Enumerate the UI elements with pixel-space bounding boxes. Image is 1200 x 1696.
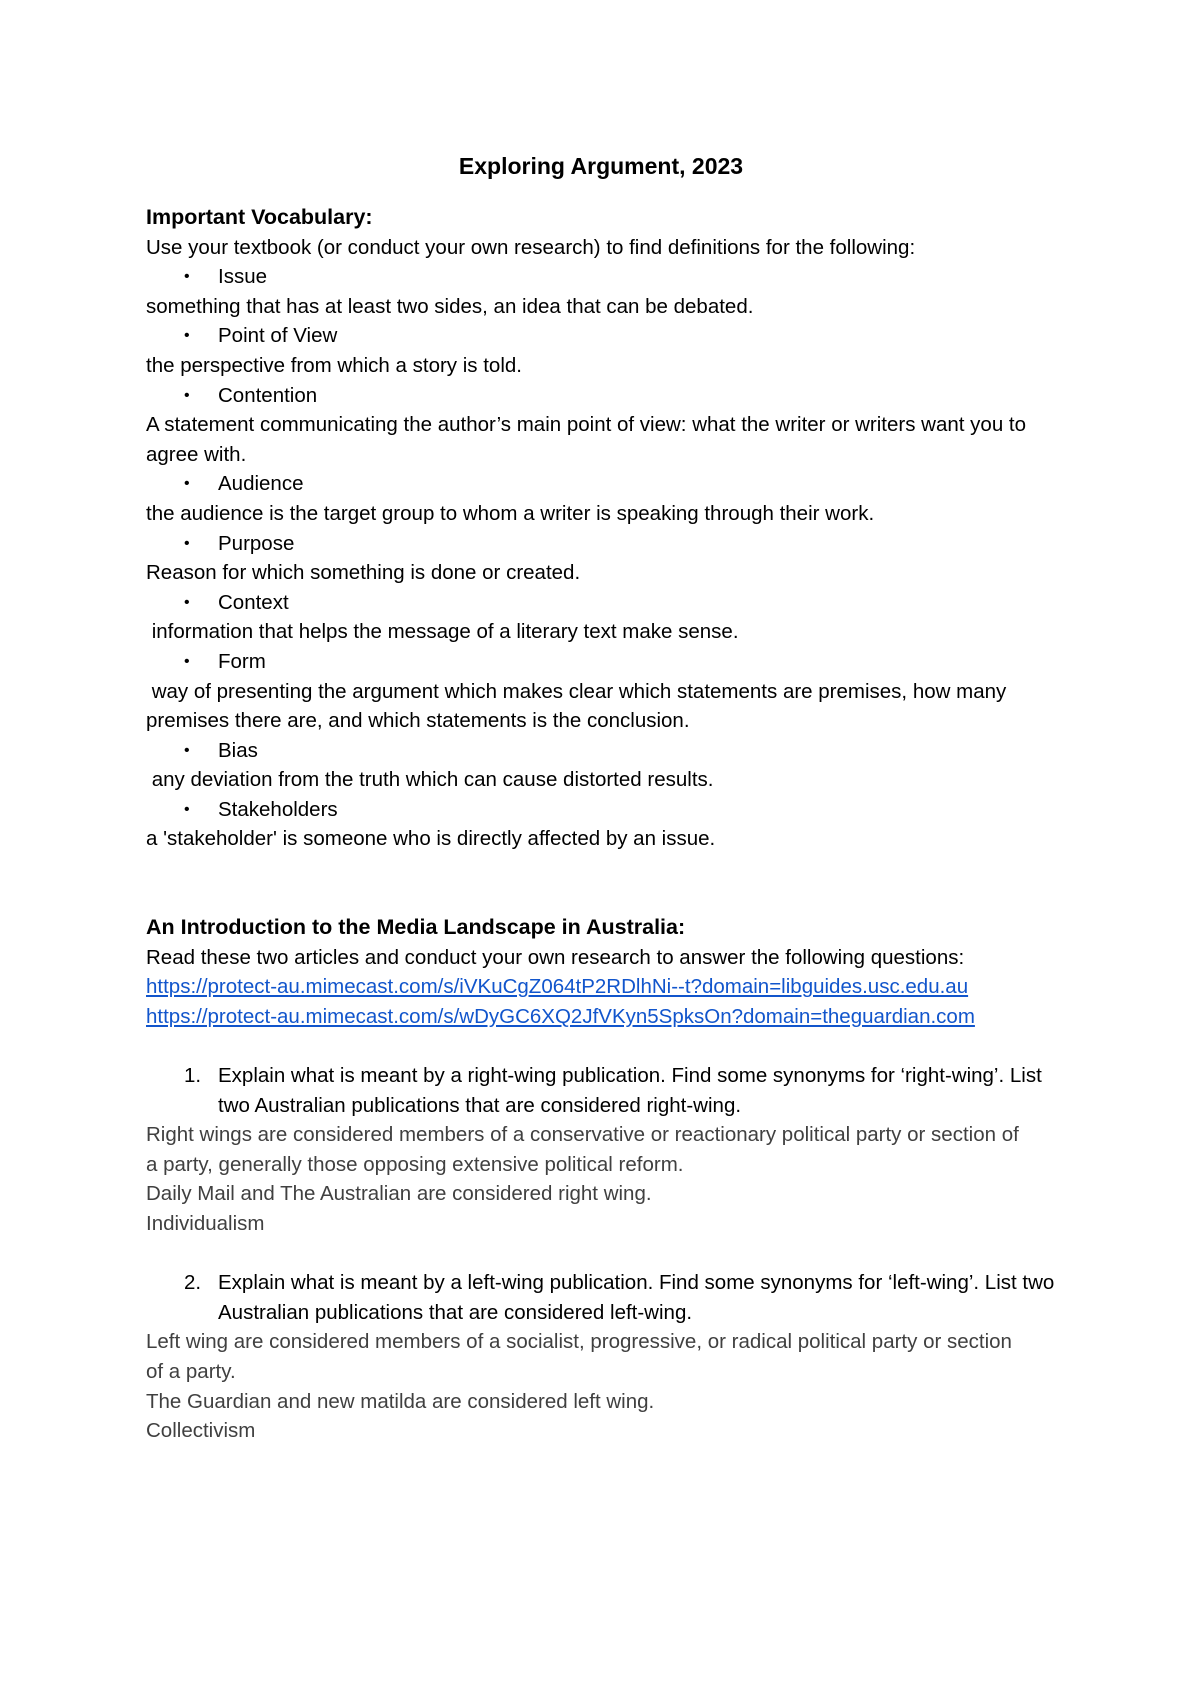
- question-text: Explain what is meant by a left-wing publication. Find some synonyms for ‘left-wing’. List two Australian publications that are considered left-wing.: [218, 1271, 1055, 1324]
- bullet-icon: •: [184, 327, 190, 345]
- vocab-heading: Important Vocabulary:: [146, 205, 373, 229]
- vocab-term: Context: [218, 590, 289, 614]
- question-number: 2.: [184, 1271, 202, 1295]
- vocab-item-form: [146, 647, 1056, 736]
- document-title: Exploring Argument, 2023: [458, 153, 744, 179]
- vocab-list: [146, 262, 1056, 854]
- vocab-instruction: Use your textbook (or conduct your own research) to find definitions for the following:: [146, 235, 916, 259]
- bullet-icon: •: [184, 652, 190, 670]
- vocab-definition: the audience is the target group to whom a writer is speaking through their work.: [146, 501, 875, 525]
- bullet-icon: •: [184, 475, 190, 493]
- vocab-definition: a 'stakeholder' is someone who is directly affected by an issue.: [146, 827, 716, 851]
- bullet-icon: •: [184, 593, 190, 611]
- vocab-term: Audience: [218, 472, 304, 496]
- vocab-term: Purpose: [218, 531, 295, 555]
- vocab-definition: something that has at least two sides, an idea that can be debated.: [146, 294, 754, 318]
- vocab-definition: information that helps the message of a literary text make sense.: [146, 620, 739, 644]
- question-1: [146, 1061, 1056, 1239]
- vocab-term: Point of View: [218, 324, 338, 348]
- vocab-term: Contention: [218, 383, 318, 407]
- answer-text: The Guardian and new matilda are considered left wing.: [146, 1389, 655, 1413]
- media-instruction: Read these two articles and conduct your own research to answer the following questions:: [146, 945, 965, 969]
- vocab-definition: Reason for which something is done or created.: [146, 561, 581, 585]
- vocab-definition: the perspective from which a story is told.: [146, 353, 522, 377]
- vocab-item-issue: [146, 262, 1056, 321]
- vocab-definition: A statement communicating the author’s main point of view: what the writer or writers want you to agree with.: [146, 413, 1027, 466]
- question-text: Explain what is meant by a right-wing publication. Find some synonyms for ‘right-wing’. List two Australian publications that are considered right-wing.: [218, 1064, 1042, 1117]
- vocab-term: Stakeholders: [218, 797, 338, 821]
- answer-text: Left wing are considered members of a socialist, progressive, or radical political party or section of a party.: [146, 1330, 1012, 1383]
- question-number: 1.: [184, 1064, 202, 1088]
- vocab-item-bias: [146, 736, 1056, 795]
- answer-text: Collectivism: [146, 1419, 256, 1443]
- question-2: [146, 1268, 1056, 1446]
- vocab-item-context: [146, 588, 1056, 647]
- bullet-icon: •: [184, 800, 190, 818]
- bullet-icon: •: [184, 741, 190, 759]
- vocab-item-contention: [146, 381, 1056, 470]
- bullet-icon: •: [184, 268, 190, 286]
- article-link-libguides[interactable]: https://protect-au.mimecast.com/s/iVKuCgZ064tP2RDlhNi--t?domain=libguides.usc.edu.au: [146, 975, 969, 999]
- answer-text: Daily Mail and The Australian are considered right wing.: [146, 1182, 652, 1206]
- vocab-term: Issue: [218, 265, 267, 289]
- vocab-term: Bias: [218, 738, 258, 762]
- vocab-item-purpose: [146, 529, 1056, 588]
- vocab-item-audience: [146, 469, 1056, 528]
- vocab-term: Form: [218, 649, 266, 673]
- bullet-icon: •: [184, 386, 190, 404]
- vocab-definition: any deviation from the truth which can cause distorted results.: [146, 768, 714, 792]
- vocab-definition: way of presenting the argument which makes clear which statements are premises, how many premises there are, and which statements is the conclusion.: [146, 679, 1012, 733]
- answer-text: Individualism: [146, 1212, 265, 1235]
- bullet-icon: •: [184, 534, 190, 552]
- article-link-guardian[interactable]: https://protect-au.mimecast.com/s/wDyGC6XQ2JfVKyn5SpksOn?domain=theguardian.com: [146, 1004, 975, 1028]
- media-heading: An Introduction to the Media Landscape in Australia:: [146, 915, 686, 940]
- answer-text: Right wings are considered members of a conservative or reactionary political party or section of a party, generally those opposing extensive political reform.: [146, 1123, 1019, 1176]
- vocab-item-stakeholders: [146, 795, 1056, 854]
- document-page: [146, 150, 1056, 1446]
- vocab-item-point-of-view: [146, 321, 1056, 380]
